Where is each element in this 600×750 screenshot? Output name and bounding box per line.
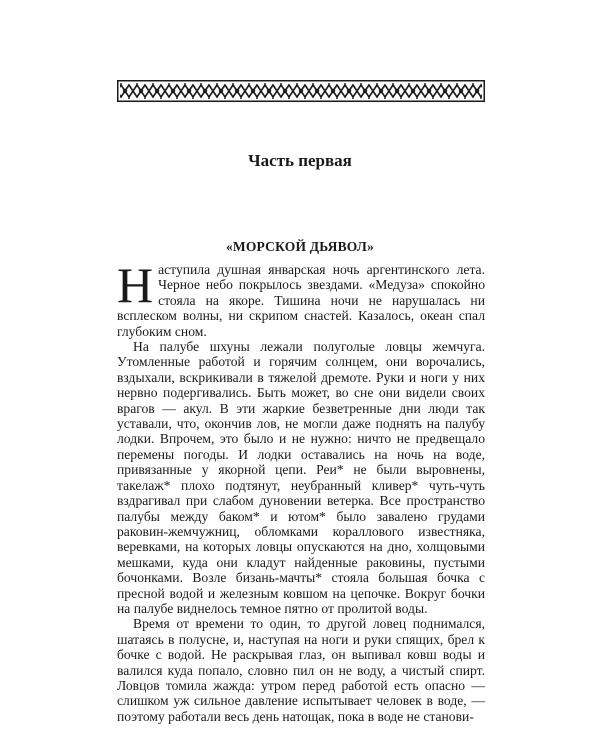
- decorative-border-ornament: [117, 80, 485, 102]
- drop-cap: Н: [117, 257, 154, 313]
- chapter-title: «МОРСКОЙ ДЬЯВОЛ»: [225, 239, 375, 254]
- part-title: Часть первая: [248, 151, 352, 170]
- paragraph-2: На палубе шхуны лежали полуголые ловцы жемчуга. Утомленные работой и горячим солнцем, они ворочались, вздыхали, вскрикивали в тяжелой дремоте. Руки и ноги у них нервно подергивались. Быть может, во сне они видели своих врагов — акул. В эти жаркие безветренные дни люди так уставали, что, окончив лов, не могли даже поднять на палубу лодки. Впрочем, это было и не нужно: ничто не предвещало перемены погоды. И лодки оставались на ночь на воде, привязанные у якорной цепи. Реи* не были выровнены, такелаж* плохо подтянут, неубранный кливер* чуть-чуть вздрагивал при слабом дуновении ветерка. Все пространство палубы между баком* и ютом* было завалено грудами раковин-жемчужниц, обломками кораллового известняка, веревками, на которых ловцы опускаются на дно, холщовыми мешками, куда они кладут найденные раковины, пустыми бочонками. Возле бизань-мачты* стояла большая бочка с пресной водой и железным ковшом на цепочке. Вокруг бочки на палубе виднелось темное пятно от пролитой воды.: [117, 339, 485, 616]
- body-text: [117, 257, 485, 724]
- paragraph-1-text: аступила душная январская ночь аргентинского лета. Черное небо покрылось звездами. «Медуза» спокойно стояла на якоре. Тишина ночи не нарушалась ни всплеском волны, ни скрипом снастей. Казалось, океан спал глубоким сном.: [117, 262, 485, 339]
- paragraph-3: Время от времени то один, то другой ловец поднимался, шатаясь в полусне, и, наступая на ноги и руки спящих, брел к бочке с водой. Не раскрывая глаз, он выпивал ковш воды и валился куда попало, словно пил он не воду, а чистый спирт. Ловцов томила жажда: утром перед работой есть опасно — слишком уж сильное давление испытывает человек в воде, — поэтому работали весь день натощак, пока в воде не станови-: [117, 616, 485, 724]
- paragraph-1: [117, 257, 485, 339]
